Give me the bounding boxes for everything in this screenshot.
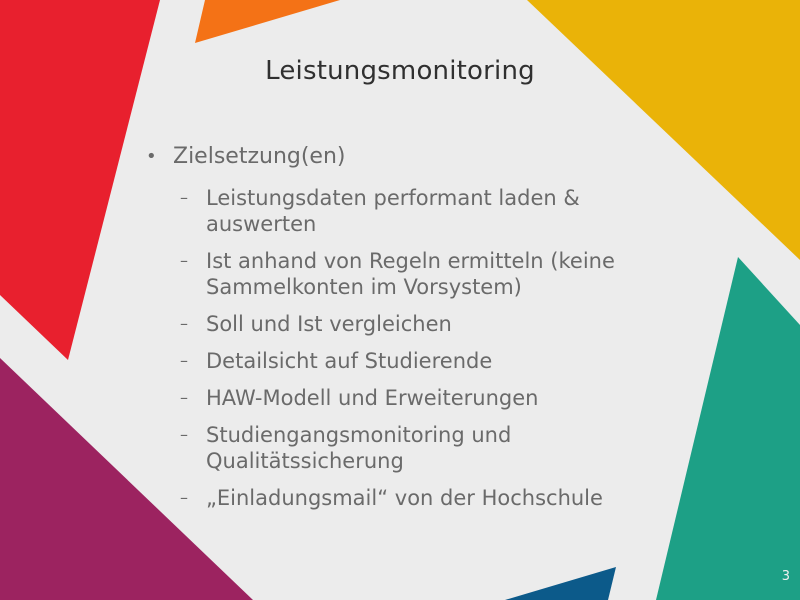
sub-bullet-item [146, 185, 666, 237]
dash-marker: – [180, 388, 188, 407]
sub-bullet-item [146, 422, 666, 474]
orange-shape [195, 0, 340, 43]
sub-bullet-text: Leistungsdaten performant laden & auswerten [206, 186, 580, 236]
sub-bullet-item [146, 311, 666, 337]
dash-marker: – [180, 351, 188, 370]
sub-bullet-item [146, 385, 666, 411]
sub-bullet-text: Detailsicht auf Studierende [206, 349, 493, 373]
dash-marker: – [180, 425, 188, 444]
teal-shape [656, 257, 800, 600]
slide-title: Leistungsmonitoring [265, 56, 535, 86]
bullet-item [146, 143, 666, 171]
sub-bullet-text: „Einladungsmail“ von der Hochschule [206, 486, 603, 510]
dash-marker: – [180, 314, 188, 333]
bullet-text: Zielsetzung(en) [173, 144, 346, 169]
sub-bullet-text: Ist anhand von Regeln ermitteln (keine Sammelkonten im Vorsystem) [206, 249, 615, 299]
sub-bullet-text: Studiengangsmonitoring und Qualitätssicherung [206, 423, 512, 473]
red-shape [0, 0, 160, 360]
dash-marker: – [180, 251, 188, 270]
sub-bullet-list [146, 185, 666, 511]
page-number: 3 [781, 569, 790, 584]
sub-bullet-text: Soll und Ist vergleichen [206, 312, 452, 336]
sub-bullet-item [146, 485, 666, 511]
sub-bullet-item [146, 248, 666, 300]
dash-marker: – [180, 188, 188, 207]
blue-shape [505, 567, 616, 600]
sub-bullet-item [146, 348, 666, 374]
slide-content [146, 143, 666, 522]
dash-marker: – [180, 488, 188, 507]
sub-bullet-text: HAW-Modell und Erweiterungen [206, 386, 539, 410]
bullet-marker: • [146, 146, 157, 167]
